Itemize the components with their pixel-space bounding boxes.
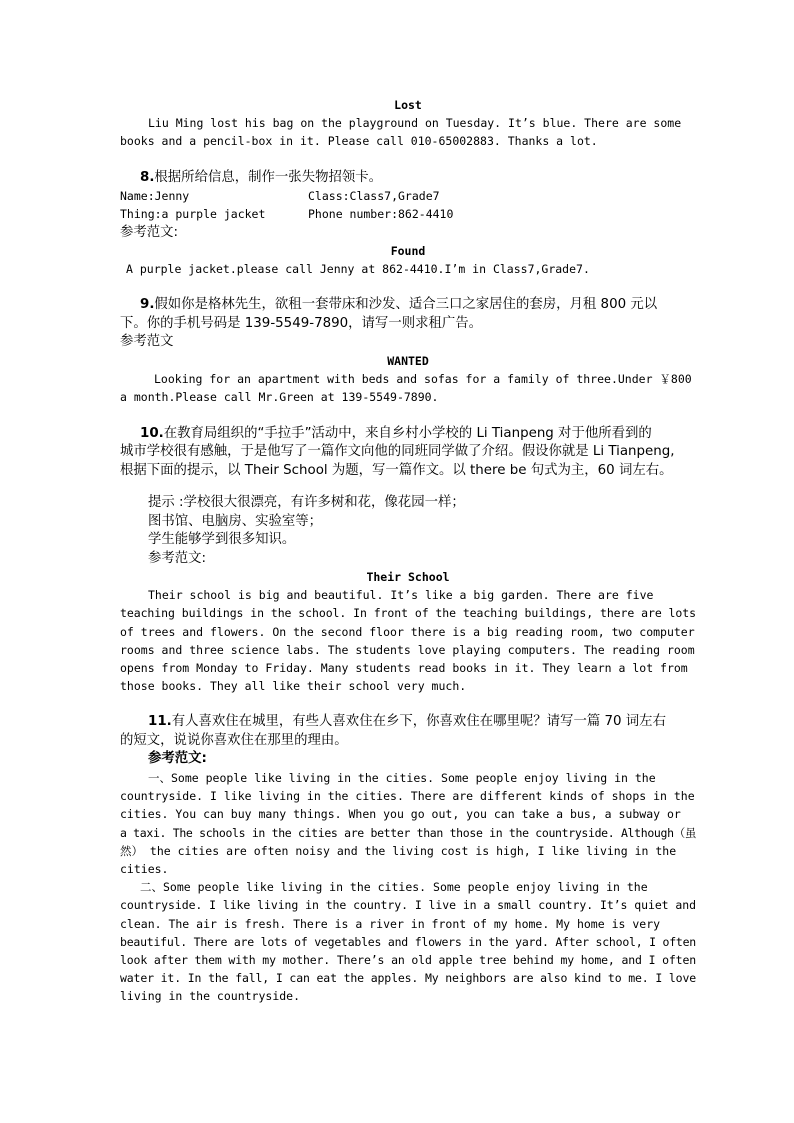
question-10-hint-line-3: 学生能够学到很多知识。 <box>148 532 296 548</box>
question-9-prompt-line-2: 下。你的手机号码是 139-5549-7890，请写一则求租广告。 <box>120 315 483 331</box>
question-10-hint-line-1: 提示 :学校很大很漂亮，有许多树和花，像花园一样； <box>148 495 465 511</box>
lost-line-2: books and a pencil-box in it. Please call 010-65002883. Thanks a lot. <box>120 134 598 149</box>
info-phone: Phone number:862-4410 <box>308 207 454 222</box>
question-11-prompt-line-2: 的短文，说说你喜欢住在那里的理由。 <box>120 732 348 748</box>
lost-title: Lost <box>394 98 422 112</box>
their-school-line-6: those books. They all like their school very much. <box>120 679 467 694</box>
question-10-text-1: 在教育局组织的“手拉手”活动中，来自乡村小学校的 Li Tianpeng 对于他所看到的 <box>163 425 652 441</box>
question-8-info-row-2 <box>120 205 696 223</box>
their-school-line-5: opens from Monday to Friday. Many students read books in it. They learn a lot from <box>120 661 688 676</box>
info-name: Name:Jenny <box>120 189 190 204</box>
essay-2-line-6: water it. In the fall, I can eat the apples. My neighbors are also kind to me. I love <box>120 971 697 986</box>
lost-line-1: Liu Ming lost his bag on the playground on Tuesday. It’s blue. There are some <box>148 116 682 131</box>
found-title: Found <box>390 244 426 259</box>
question-8-text: 根据所给信息，制作一张失物招领卡。 <box>154 169 383 185</box>
question-9-ref-label: 参考范文 <box>120 334 174 350</box>
essay-2-line-4: beautiful. There are lots of vegetables and flowers in the yard. After school, I often <box>120 934 696 949</box>
their-school-line-4: rooms and three science labs. The students love playing computers. The reading room <box>120 642 695 657</box>
question-11-text-1: 有人喜欢住在城里，有些人喜欢住在乡下，你喜欢住在哪里呢？请写一篇 70 词左右 <box>171 714 666 730</box>
wanted-answer-line-2: a month.Please call Mr.Green at 139-5549-7890. <box>120 390 439 405</box>
question-10-hint-line-2: 图书馆、电脑房、实验室等； <box>148 513 323 529</box>
essay-2-line-3: clean. The air is fresh. There is a river in front of my home. My home is very <box>120 916 661 931</box>
their-school-title: Their School <box>366 570 450 585</box>
question-8-prompt <box>120 169 696 188</box>
question-10-ref-label: 参考范文: <box>148 550 207 566</box>
document-page <box>120 96 696 1006</box>
question-10-prompt-line-1 <box>120 425 696 444</box>
essay-1-line-6: cities. <box>120 861 169 876</box>
essay-2-line-5: look after them with my mother. There’s an old apple tree behind my home, and I often <box>120 952 697 967</box>
essay-1-line-4: a taxi. The schools in the cities are better than those in the countryside. Although（虽 <box>120 825 697 840</box>
question-10-number: 10. <box>140 425 164 441</box>
question-8-ref-label: 参考范文: <box>120 224 179 240</box>
their-school-line-1: Their school is big and beautiful. It’s like a big garden. There are five <box>148 588 654 603</box>
their-school-line-3: of trees and flowers. On the second floor there is a big reading room, two computer <box>120 624 695 639</box>
essay-2-line-1: 二、Some people like living in the cities. Some people enjoy living in the <box>140 880 648 895</box>
wanted-title: WANTED <box>387 353 429 368</box>
info-class: Class:Class7,Grade7 <box>308 189 440 204</box>
question-10-prompt-line-3: 根据下面的提示，以 Their School 为题，写一篇作文。以 there be 句式为主，60 词左右。 <box>120 462 673 478</box>
question-11-ref-label: 参考范文: <box>148 751 207 767</box>
question-11-prompt-line-1 <box>120 713 696 732</box>
wanted-answer-line-1: Looking for an apartment with beds and sofas for a family of three.Under ￥800 <box>154 372 692 387</box>
question-9-text-1: 假如你是格林先生，欲租一套带床和沙发、适合三口之家居住的套房，月租 800 元以 <box>154 297 658 313</box>
question-9-prompt-line-1 <box>120 296 696 315</box>
essay-2-line-2: countryside. I like living in the country. I live in a small country. It’s quiet and <box>120 898 696 913</box>
question-9-number: 9. <box>140 297 155 313</box>
their-school-line-2: teaching buildings in the school. In front of the teaching buildings, there are lots <box>120 606 696 621</box>
essay-1-line-3: cities. You can buy many things. When you go out, you can take a bus, a subway or <box>120 807 681 822</box>
essay-1-line-5: 然） the cities are often noisy and the living cost is high, I like living in the <box>120 843 677 858</box>
essay-2-line-7: living in the countryside. <box>120 989 301 1004</box>
essay-1-line-1: 一、Some people like living in the cities. Some people enjoy living in the <box>148 770 656 785</box>
info-thing: Thing:a purple jacket <box>120 207 266 222</box>
question-11-number: 11. <box>148 714 172 730</box>
question-8-info-row-1 <box>120 187 696 205</box>
found-answer: A purple jacket.please call Jenny at 862-4410.I’m in Class7,Grade7. <box>126 262 590 277</box>
question-10-prompt-line-2: 城市学校很有感触，于是他写了一篇作文向他的同班同学做了介绍。假设你就是 Li Tianpeng, <box>120 444 675 460</box>
essay-1-line-2: countryside. I like living in the cities. There are different kinds of shops in the <box>120 789 695 804</box>
question-8-number: 8. <box>140 169 155 185</box>
